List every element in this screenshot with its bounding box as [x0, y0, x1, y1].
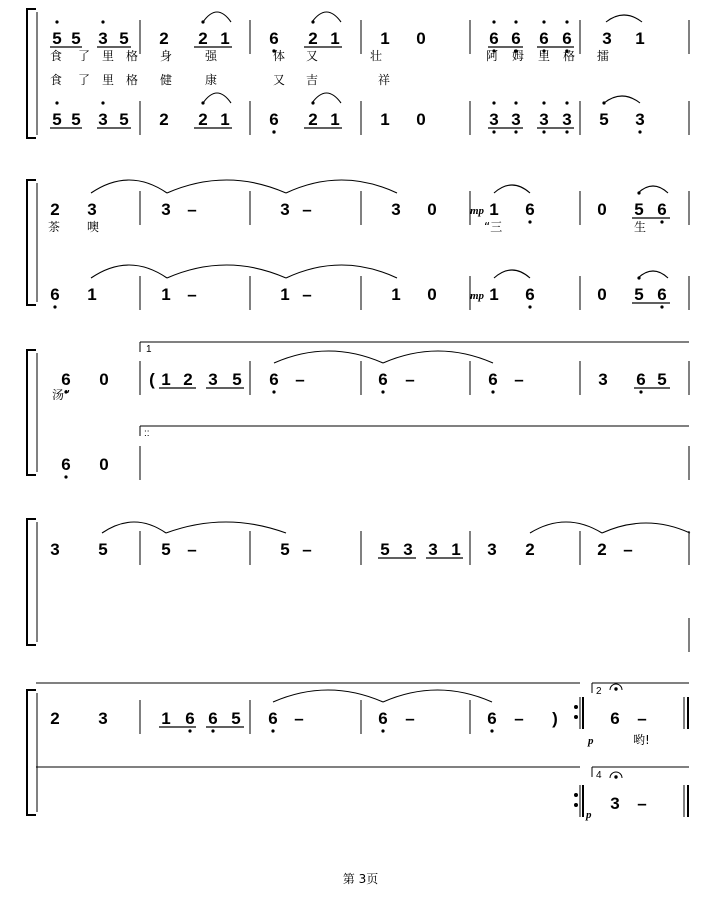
low-octave-dot: [639, 390, 642, 393]
high-octave-dot: [55, 20, 58, 23]
slur-tie: [606, 15, 642, 22]
slur-tie: [167, 180, 286, 193]
slur-tie: [604, 96, 640, 103]
dash-sustain: –: [514, 709, 524, 728]
jianpu-note: 3: [403, 540, 413, 559]
jianpu-note: 3: [511, 110, 521, 129]
dash-sustain: –: [405, 709, 415, 728]
dash-sustain: –: [187, 540, 197, 559]
jianpu-note: 5: [380, 540, 390, 559]
low-octave-dot: [492, 130, 495, 133]
high-octave-dot: [101, 101, 104, 104]
jianpu-note: 5: [119, 29, 129, 48]
slur-tie: [638, 271, 668, 278]
slur-tie: [273, 690, 383, 702]
high-octave-dot: [514, 20, 517, 23]
jianpu-note: 6: [185, 709, 195, 728]
low-octave-dot: [490, 729, 493, 732]
jianpu-note: 0: [99, 370, 109, 389]
low-octave-dot: [514, 130, 517, 133]
bracket-mark: ): [552, 709, 558, 728]
jianpu-note: 5: [71, 29, 81, 48]
jianpu-note: 6: [525, 285, 535, 304]
lyric-syllable: 哟!: [633, 733, 650, 747]
lyric-syllable: 擂: [597, 49, 610, 63]
jianpu-note: 3: [635, 110, 645, 129]
jianpu-note: 6: [269, 110, 279, 129]
jianpu-note: 1: [161, 285, 171, 304]
lyric-syllable: 吉: [306, 73, 319, 87]
jianpu-note: 5: [634, 285, 644, 304]
lyric-syllable: 康: [205, 73, 218, 87]
slur-tie: [167, 265, 286, 278]
lyric-syllable: 里: [538, 49, 551, 63]
high-octave-dot: [514, 101, 517, 104]
slur-tie: [166, 522, 286, 533]
dash-sustain: –: [302, 285, 312, 304]
system-brackets: [27, 9, 37, 815]
low-octave-dot: [528, 220, 531, 223]
high-octave-dot: [565, 101, 568, 104]
jianpu-note: 2: [50, 200, 60, 219]
lyric-syllable: 体: [273, 49, 286, 63]
dash-sustain: –: [302, 200, 312, 219]
jianpu-note: 6: [657, 285, 667, 304]
jianpu-note: 5: [71, 110, 81, 129]
jianpu-note: 3: [98, 110, 108, 129]
jianpu-note: 3: [391, 200, 401, 219]
jianpu-note: 6: [636, 370, 646, 389]
jianpu-note: 1: [380, 110, 390, 129]
jianpu-note: 1: [489, 285, 499, 304]
slur-tie: [494, 185, 530, 193]
jianpu-note: 3: [428, 540, 438, 559]
jianpu-note: 6: [268, 709, 278, 728]
high-octave-dot: [492, 101, 495, 104]
low-octave-dot: [272, 390, 275, 393]
low-octave-dot: [381, 390, 384, 393]
low-octave-dot: [660, 305, 663, 308]
jianpu-note: 5: [98, 540, 108, 559]
jianpu-note: 3: [562, 110, 572, 129]
slur-tie: [383, 351, 493, 363]
jianpu-note: 3: [598, 370, 608, 389]
lyric-syllable: 健: [160, 73, 173, 87]
slur-tie: [91, 265, 167, 278]
jianpu-note: 5: [52, 29, 62, 48]
jianpu-note: 5: [657, 370, 667, 389]
lyric-syllable: 壮: [370, 49, 383, 63]
jianpu-note: 6: [610, 709, 620, 728]
jianpu-note: 2: [50, 709, 60, 728]
lyric-syllable: 生: [634, 220, 647, 234]
high-octave-dot: [542, 20, 545, 23]
high-octave-dot: [565, 20, 568, 23]
low-octave-dot: [64, 475, 67, 478]
lyric-syllable: 里: [102, 49, 115, 63]
lyric-syllable: 食: [50, 49, 63, 63]
jianpu-note: 6: [61, 455, 71, 474]
jianpu-note: 0: [416, 29, 426, 48]
slur-tie: [312, 12, 341, 22]
high-octave-dot: [542, 101, 545, 104]
slur-tie: [383, 690, 492, 702]
lyric-syllable: 了: [78, 73, 91, 87]
jianpu-note: 3: [280, 200, 290, 219]
jianpu-note: 6: [489, 29, 499, 48]
jianpu-note: 2: [597, 540, 607, 559]
jianpu-note: 6: [50, 285, 60, 304]
slur-tie: [286, 265, 397, 278]
lyric-syllable: 噢: [87, 220, 100, 234]
slur-tie: [203, 12, 231, 22]
jianpu-note: 3: [602, 29, 612, 48]
slur-tie: [530, 522, 602, 533]
jianpu-note: 1: [161, 709, 171, 728]
dash-sustain: –: [514, 370, 524, 389]
dash-sustain: –: [187, 200, 197, 219]
jianpu-note: 2: [198, 110, 208, 129]
lyric-syllable: 格: [126, 49, 139, 63]
dynamic-marking: p: [588, 735, 594, 747]
lyric-syllable: 姆: [512, 49, 525, 63]
low-octave-dot: [542, 130, 545, 133]
low-octave-dot: [272, 130, 275, 133]
slur-tie: [494, 270, 530, 278]
jianpu-note: 0: [416, 110, 426, 129]
jianpu-note: 3: [98, 709, 108, 728]
jianpu-note: 3: [98, 29, 108, 48]
jianpu-note: 5: [161, 540, 171, 559]
jianpu-note: 3: [610, 794, 620, 813]
jianpu-note: 6: [562, 29, 572, 48]
jianpu-note: 6: [61, 370, 71, 389]
jianpu-note: 6: [539, 29, 549, 48]
jianpu-note: 0: [427, 285, 437, 304]
jianpu-note: 5: [232, 370, 242, 389]
low-octave-dot: [188, 729, 191, 732]
jianpu-note: 6: [487, 709, 497, 728]
ending-2-lower-label: 4: [596, 770, 602, 781]
dash-sustain: –: [187, 285, 197, 304]
jianpu-note: 3: [489, 110, 499, 129]
bracket-mark: (: [149, 370, 155, 389]
jianpu-note: 1: [330, 29, 340, 48]
slur-tie: [274, 351, 383, 363]
high-octave-dot: [101, 20, 104, 23]
low-octave-dot: [491, 390, 494, 393]
jianpu-note: 6: [208, 709, 218, 728]
jianpu-note: 1: [489, 200, 499, 219]
slur-tie: [91, 180, 167, 193]
jianpu-note: 1: [380, 29, 390, 48]
jianpu-note: 3: [208, 370, 218, 389]
jianpu-note: 5: [52, 110, 62, 129]
jianpu-note: 0: [99, 455, 109, 474]
jianpu-note: 2: [308, 110, 318, 129]
jianpu-note: 1: [87, 285, 97, 304]
jianpu-note: 6: [269, 29, 279, 48]
slur-tie: [102, 522, 166, 533]
jianpu-note: 6: [378, 370, 388, 389]
lyric-syllable: “三: [484, 220, 503, 234]
low-octave-dot: [565, 130, 568, 133]
jianpu-note: 1: [451, 540, 461, 559]
jianpu-note: 2: [159, 110, 169, 129]
jianpu-note: 1: [635, 29, 645, 48]
low-octave-dot: [528, 305, 531, 308]
lyric-syllable: 阿: [486, 49, 499, 63]
lyric-syllable: 身: [160, 49, 173, 63]
slur-tie: [602, 523, 690, 533]
jianpu-note: 1: [280, 285, 290, 304]
jianpu-note: 6: [378, 709, 388, 728]
lyric-syllable: 食: [50, 73, 63, 87]
jianpu-note: 6: [657, 200, 667, 219]
lyric-syllable: 又: [306, 49, 319, 63]
jianpu-note: 5: [231, 709, 241, 728]
jianpu-note: 2: [183, 370, 193, 389]
jianpu-note: 2: [308, 29, 318, 48]
lyric-syllable: 格: [126, 73, 139, 87]
jianpu-note: 0: [427, 200, 437, 219]
lyric-syllable: 强: [205, 49, 218, 63]
jianpu-note: 2: [525, 540, 535, 559]
high-octave-dot: [492, 20, 495, 23]
jianpu-note: 1: [391, 285, 401, 304]
low-octave-dot: [271, 729, 274, 732]
jianpu-note: 0: [597, 200, 607, 219]
low-octave-dot: [53, 305, 56, 308]
dynamic-marking: p: [586, 809, 592, 821]
dash-sustain: –: [623, 540, 633, 559]
jianpu-note: 1: [161, 370, 171, 389]
ending-2-label: 2: [596, 686, 602, 697]
slur-tie: [203, 93, 231, 103]
jianpu-note: 3: [87, 200, 97, 219]
lyric-syllable: 祥: [378, 73, 391, 87]
jianpu-note: 1: [330, 110, 340, 129]
jianpu-note: 5: [634, 200, 644, 219]
jianpu-note: 0: [597, 285, 607, 304]
jianpu-note: 6: [525, 200, 535, 219]
high-octave-dot: [55, 101, 58, 104]
slur-tie: [638, 186, 668, 193]
jianpu-note: 3: [161, 200, 171, 219]
dash-sustain: –: [294, 709, 304, 728]
dash-sustain: –: [295, 370, 305, 389]
low-octave-dot: [660, 220, 663, 223]
jianpu-note: 5: [280, 540, 290, 559]
score-content: [48, 12, 690, 821]
jianpu-note: 2: [159, 29, 169, 48]
dynamic-marking: mp: [470, 205, 485, 217]
low-octave-dot: [381, 729, 384, 732]
page-footer: 第 3页: [342, 872, 379, 886]
lyric-syllable: 格: [563, 49, 576, 63]
dash-sustain: –: [637, 794, 647, 813]
low-octave-dot: [638, 130, 641, 133]
dynamic-marking: mp: [470, 290, 485, 302]
jianpu-note: 6: [511, 29, 521, 48]
jianpu-note: 5: [599, 110, 609, 129]
lyric-syllable: 了: [78, 49, 91, 63]
jianpu-note: 3: [539, 110, 549, 129]
lyric-syllable: 汤”: [52, 388, 71, 402]
volta-1-label: 1: [146, 344, 152, 355]
jianpu-note: 6: [269, 370, 279, 389]
slur-tie: [286, 180, 397, 193]
slur-tie: [312, 93, 341, 103]
jianpu-note: 2: [198, 29, 208, 48]
jianpu-note: 1: [220, 110, 230, 129]
jianpu-note: 1: [220, 29, 230, 48]
lyric-syllable: 茶: [48, 220, 61, 234]
lyric-syllable: 又: [273, 73, 286, 87]
dash-sustain: –: [302, 540, 312, 559]
jianpu-note: 6: [488, 370, 498, 389]
jianpu-note: 3: [487, 540, 497, 559]
low-octave-dot: [211, 729, 214, 732]
dash-sustain: –: [637, 709, 647, 728]
jianpu-note: 3: [50, 540, 60, 559]
dash-sustain: –: [405, 370, 415, 389]
volta-1-lower-dots: ::: [144, 428, 150, 439]
lyric-syllable: 里: [102, 73, 115, 87]
jianpu-note: 5: [119, 110, 129, 129]
